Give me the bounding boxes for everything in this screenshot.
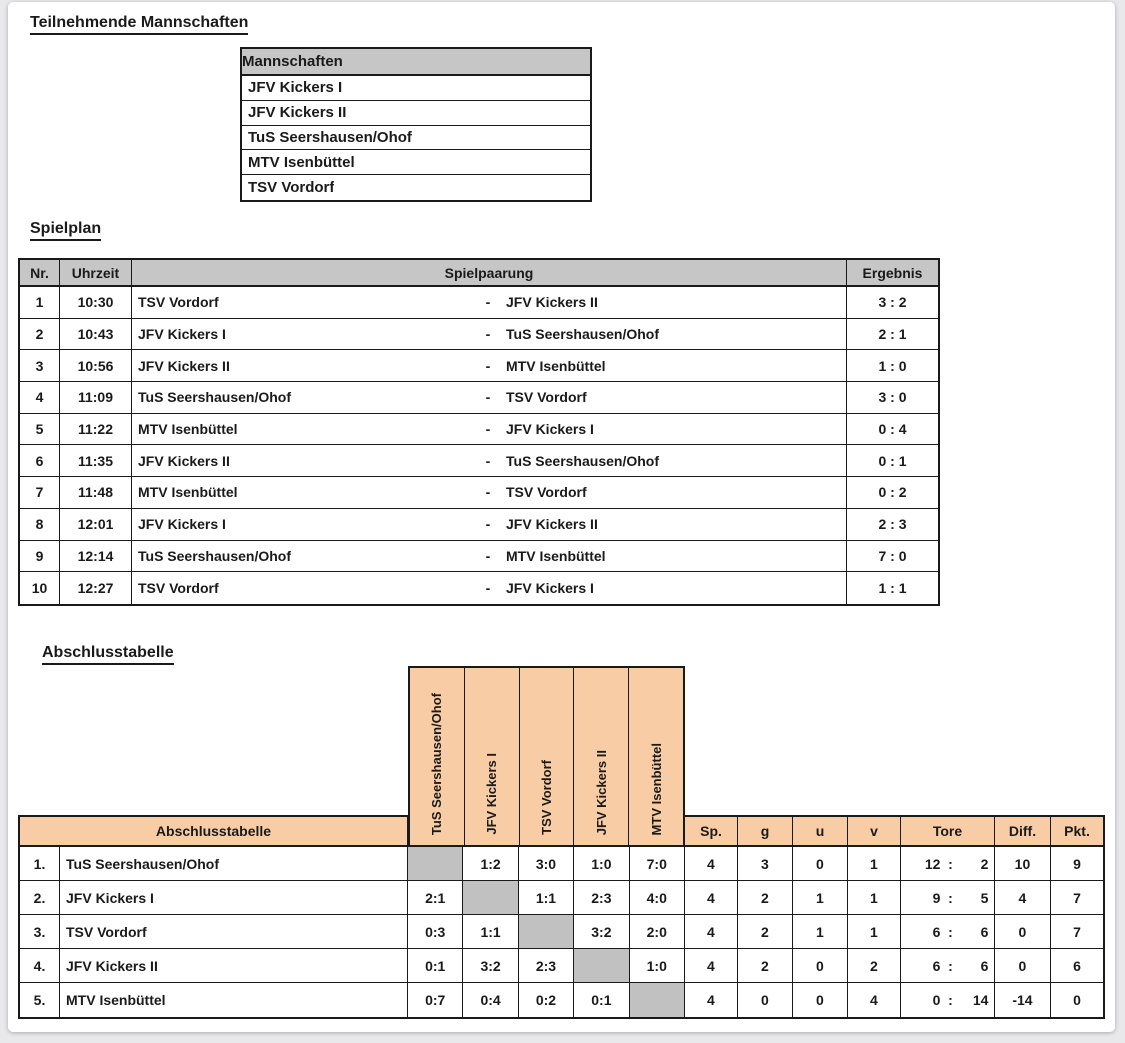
match-home-team: JFV Kickers II (138, 452, 230, 469)
cross-result-cell: 1:1 (519, 881, 574, 914)
match-number-cell: 4 (20, 382, 60, 413)
cross-diagonal-cell (630, 983, 685, 1017)
match-home-team: JFV Kickers II (138, 357, 230, 374)
cross-result-cell: 0:2 (519, 983, 574, 1017)
teams-heading-text: Teilnehmende Mannschaften (30, 14, 248, 35)
match-time-cell: 12:14 (60, 541, 132, 572)
stat-header-5: Diff. (995, 817, 1051, 845)
match-separator: - (485, 580, 491, 597)
goals-against: 2 (980, 855, 989, 872)
match-time-cell: 10:43 (60, 319, 132, 350)
rotated-team-label: TuS Seershausen/Ohof (429, 692, 445, 835)
match-separator: - (485, 547, 491, 564)
standings-goals-cell (901, 949, 995, 982)
standings-points-cell: 9 (1073, 855, 1081, 872)
stat-header-0: Sp. (685, 817, 738, 845)
cross-result-cell: 0:1 (408, 949, 463, 982)
team-name-cell: TuS Seershausen/Ohof (248, 128, 412, 146)
match-result-cell: 2 : 3 (878, 516, 907, 533)
match-row (20, 287, 938, 319)
match-pairing-cell (132, 572, 847, 604)
match-result-cell: 3 : 0 (878, 389, 907, 406)
standings-rank-cell: 4. (20, 949, 60, 982)
cross-diagonal-cell (408, 847, 463, 880)
standings-diff-cell: -14 (995, 983, 1051, 1017)
match-separator: - (485, 294, 491, 311)
standings-diff-cell: 10 (995, 847, 1051, 880)
teams-heading (30, 14, 248, 35)
match-pairing-cell (132, 414, 847, 445)
standings-heading-text: Abschlusstabelle (42, 644, 174, 665)
cross-result-cell: 3:2 (463, 949, 518, 982)
match-number-cell: 7 (20, 477, 60, 508)
team-row (242, 126, 590, 151)
match-result-cell: 0 : 1 (878, 452, 907, 469)
standings-team-cell: JFV Kickers II (60, 949, 408, 982)
team-row (242, 150, 590, 175)
standings-rotated-header (408, 666, 685, 847)
match-away-team: JFV Kickers II (506, 516, 598, 533)
teams-table (240, 47, 592, 202)
match-separator: - (485, 516, 491, 533)
match-pairing-cell (132, 287, 847, 318)
standings-points-cell: 7 (1073, 889, 1081, 906)
match-time-cell: 10:30 (60, 287, 132, 318)
standings-corner-header: Abschlusstabelle (20, 817, 408, 845)
match-pairing-cell (132, 319, 847, 350)
match-result-cell: 0 : 2 (878, 484, 907, 501)
cross-result-cell: 0:7 (408, 983, 463, 1017)
teams-table-header: Mannschaften (242, 53, 343, 70)
rotated-team-column (629, 668, 683, 845)
match-result-cell: 0 : 4 (878, 421, 907, 438)
match-home-team: TuS Seershausen/Ohof (138, 389, 291, 406)
stat-header-1: g (738, 817, 793, 845)
standings-team-cell: JFV Kickers I (60, 881, 408, 914)
team-row (242, 101, 590, 126)
match-home-team: MTV Isenbüttel (138, 421, 238, 438)
col-header-pairing: Spielpaarung (132, 260, 847, 285)
standings-diff-cell: 0 (995, 915, 1051, 948)
standings-wins-cell: 2 (738, 949, 793, 982)
match-number-cell: 5 (20, 414, 60, 445)
match-home-team: JFV Kickers I (138, 326, 226, 343)
standings-row (20, 949, 1103, 983)
standings-draws-cell: 0 (793, 949, 848, 982)
team-row (242, 175, 590, 200)
standings-row (20, 915, 1103, 949)
rotated-team-label: JFV Kickers II (593, 749, 609, 835)
standings-draws-cell: 1 (793, 915, 848, 948)
standings-games-cell: 4 (685, 881, 738, 914)
standings-row (20, 881, 1103, 915)
match-pairing-cell (132, 445, 847, 476)
cross-diagonal-cell (463, 881, 518, 914)
match-pairing-cell (132, 382, 847, 413)
match-row (20, 509, 938, 541)
standings-wins-cell: 3 (738, 847, 793, 880)
col-header-time: Uhrzeit (60, 260, 132, 285)
rotated-team-column (520, 668, 575, 845)
cross-result-cell: 0:4 (463, 983, 518, 1017)
match-time-cell: 12:01 (60, 509, 132, 540)
goals-colon: : (948, 992, 953, 1008)
cross-result-cell: 1:1 (463, 915, 518, 948)
match-result-cell: 1 : 1 (878, 580, 907, 597)
match-time-cell: 12:27 (60, 572, 132, 604)
match-pairing-cell (132, 350, 847, 381)
cross-result-cell: 1:2 (463, 847, 518, 880)
match-away-team: TuS Seershausen/Ohof (506, 452, 659, 469)
standings-rank-cell: 3. (20, 915, 60, 948)
standings-points-cell: 0 (1073, 992, 1081, 1008)
standings-team-cell: MTV Isenbüttel (60, 983, 408, 1017)
standings-wins-cell: 2 (738, 881, 793, 914)
goals-colon: : (948, 855, 953, 872)
rotated-team-column (410, 668, 465, 845)
standings-diff-cell: 0 (995, 949, 1051, 982)
match-row (20, 319, 938, 351)
goals-for: 6 (932, 923, 941, 940)
team-name-cell: TSV Vordorf (248, 179, 335, 197)
standings-team-cell: TuS Seershausen/Ohof (60, 847, 408, 880)
goals-colon: : (948, 889, 953, 906)
schedule-header-row (20, 260, 938, 287)
standings-losses-cell: 1 (848, 915, 901, 948)
match-row (20, 382, 938, 414)
standings-games-cell: 4 (685, 847, 738, 880)
standings-points-cell: 6 (1073, 957, 1081, 974)
match-time-cell: 11:22 (60, 414, 132, 445)
match-home-team: TSV Vordorf (138, 294, 219, 311)
match-home-team: TSV Vordorf (138, 580, 219, 597)
stat-header-3: v (848, 817, 901, 845)
rotated-team-label: JFV Kickers I (484, 753, 500, 835)
rotated-team-column (465, 668, 520, 845)
cross-result-cell: 4:0 (630, 881, 685, 914)
match-row (20, 350, 938, 382)
goals-colon: : (948, 923, 953, 940)
cross-result-cell: 3:0 (519, 847, 574, 880)
match-separator: - (485, 357, 491, 374)
rotated-team-label: MTV Isenbüttel (648, 742, 664, 835)
cross-result-cell: 0:1 (574, 983, 629, 1017)
stat-header-4: Tore (901, 817, 995, 845)
standings-goals-cell (901, 983, 995, 1017)
match-number-cell: 2 (20, 319, 60, 350)
match-separator: - (485, 421, 491, 438)
match-number-cell: 6 (20, 445, 60, 476)
match-row (20, 414, 938, 446)
team-name-cell: JFV Kickers II (248, 104, 347, 122)
goals-against: 5 (980, 889, 989, 906)
match-away-team: TSV Vordorf (506, 389, 587, 406)
standings-goals-cell (901, 881, 995, 914)
cross-result-cell: 2:3 (519, 949, 574, 982)
cross-diagonal-cell (574, 949, 629, 982)
goals-colon: : (948, 957, 953, 974)
stat-header-2: u (793, 817, 848, 845)
match-number-cell: 3 (20, 350, 60, 381)
goals-for: 6 (932, 957, 941, 974)
standings-draws-cell: 0 (793, 847, 848, 880)
standings-losses-cell: 4 (848, 983, 901, 1017)
standings-diff-cell: 4 (995, 881, 1051, 914)
goals-against: 14 (972, 992, 989, 1008)
standings-rank-cell: 5. (20, 983, 60, 1017)
standings-rank-cell: 2. (20, 881, 60, 914)
match-time-cell: 11:35 (60, 445, 132, 476)
standings-wins-cell: 0 (738, 983, 793, 1017)
match-separator: - (485, 484, 491, 501)
standings-rank-cell: 1. (20, 847, 60, 880)
schedule-heading-text: Spielplan (30, 220, 101, 241)
match-home-team: MTV Isenbüttel (138, 484, 238, 501)
standings-games-cell: 4 (685, 983, 738, 1017)
team-row (242, 76, 590, 101)
standings-draws-cell: 1 (793, 881, 848, 914)
cross-result-cell: 1:0 (574, 847, 629, 880)
schedule-heading (30, 220, 101, 241)
match-home-team: TuS Seershausen/Ohof (138, 547, 291, 564)
match-separator: - (485, 326, 491, 343)
match-result-cell: 1 : 0 (878, 357, 907, 374)
standings-losses-cell: 2 (848, 949, 901, 982)
match-row (20, 445, 938, 477)
match-separator: - (485, 452, 491, 469)
match-time-cell: 11:09 (60, 382, 132, 413)
standings-wins-cell: 2 (738, 915, 793, 948)
match-number-cell: 10 (20, 572, 60, 604)
cross-result-cell: 2:1 (408, 881, 463, 914)
match-row (20, 477, 938, 509)
match-away-team: MTV Isenbüttel (506, 547, 606, 564)
goals-for: 9 (932, 889, 941, 906)
cross-result-cell: 7:0 (630, 847, 685, 880)
rotated-team-label: TSV Vordorf (538, 760, 554, 835)
standings-points-cell: 7 (1073, 923, 1081, 940)
match-away-team: JFV Kickers I (506, 421, 594, 438)
col-header-result: Ergebnis (862, 264, 923, 281)
stat-header-6: Pkt. (1051, 817, 1103, 845)
cross-diagonal-cell (519, 915, 574, 948)
standings-losses-cell: 1 (848, 881, 901, 914)
standings-draws-cell: 0 (793, 983, 848, 1017)
match-result-cell: 7 : 0 (878, 547, 907, 564)
goals-for: 0 (932, 992, 941, 1008)
standings-goals-cell (901, 915, 995, 948)
match-away-team: JFV Kickers I (506, 580, 594, 597)
match-time-cell: 10:56 (60, 350, 132, 381)
match-result-cell: 3 : 2 (878, 294, 907, 311)
match-pairing-cell (132, 541, 847, 572)
document-page (8, 2, 1115, 1032)
match-separator: - (485, 389, 491, 406)
cross-result-cell: 1:0 (630, 949, 685, 982)
standings-games-cell: 4 (685, 949, 738, 982)
standings-losses-cell: 1 (848, 847, 901, 880)
cross-result-cell: 3:2 (574, 915, 629, 948)
match-pairing-cell (132, 477, 847, 508)
cross-result-cell: 2:3 (574, 881, 629, 914)
standings-row (20, 983, 1103, 1017)
match-number-cell: 9 (20, 541, 60, 572)
schedule-table (18, 258, 940, 606)
standings-goals-cell (901, 847, 995, 880)
goals-against: 6 (980, 923, 989, 940)
team-name-cell: JFV Kickers I (248, 79, 343, 97)
cross-result-cell: 2:0 (630, 915, 685, 948)
match-row (20, 541, 938, 573)
cross-result-cell: 0:3 (408, 915, 463, 948)
match-away-team: MTV Isenbüttel (506, 357, 606, 374)
match-home-team: JFV Kickers I (138, 516, 226, 533)
match-result-cell: 2 : 1 (878, 326, 907, 343)
standings-heading (42, 644, 174, 665)
col-header-nr: Nr. (20, 260, 60, 285)
match-number-cell: 1 (20, 287, 60, 318)
teams-table-header-row (242, 49, 590, 76)
team-name-cell: MTV Isenbüttel (248, 153, 355, 171)
standings-games-cell: 4 (685, 915, 738, 948)
goals-against: 6 (980, 957, 989, 974)
match-time-cell: 11:48 (60, 477, 132, 508)
match-away-team: JFV Kickers II (506, 294, 598, 311)
standings-team-cell: TSV Vordorf (60, 915, 408, 948)
match-row (20, 572, 938, 604)
match-away-team: TuS Seershausen/Ohof (506, 326, 659, 343)
goals-for: 12 (924, 855, 941, 872)
rotated-team-column (574, 668, 629, 845)
standings-row (20, 847, 1103, 881)
match-pairing-cell (132, 509, 847, 540)
match-number-cell: 8 (20, 509, 60, 540)
match-away-team: TSV Vordorf (506, 484, 587, 501)
